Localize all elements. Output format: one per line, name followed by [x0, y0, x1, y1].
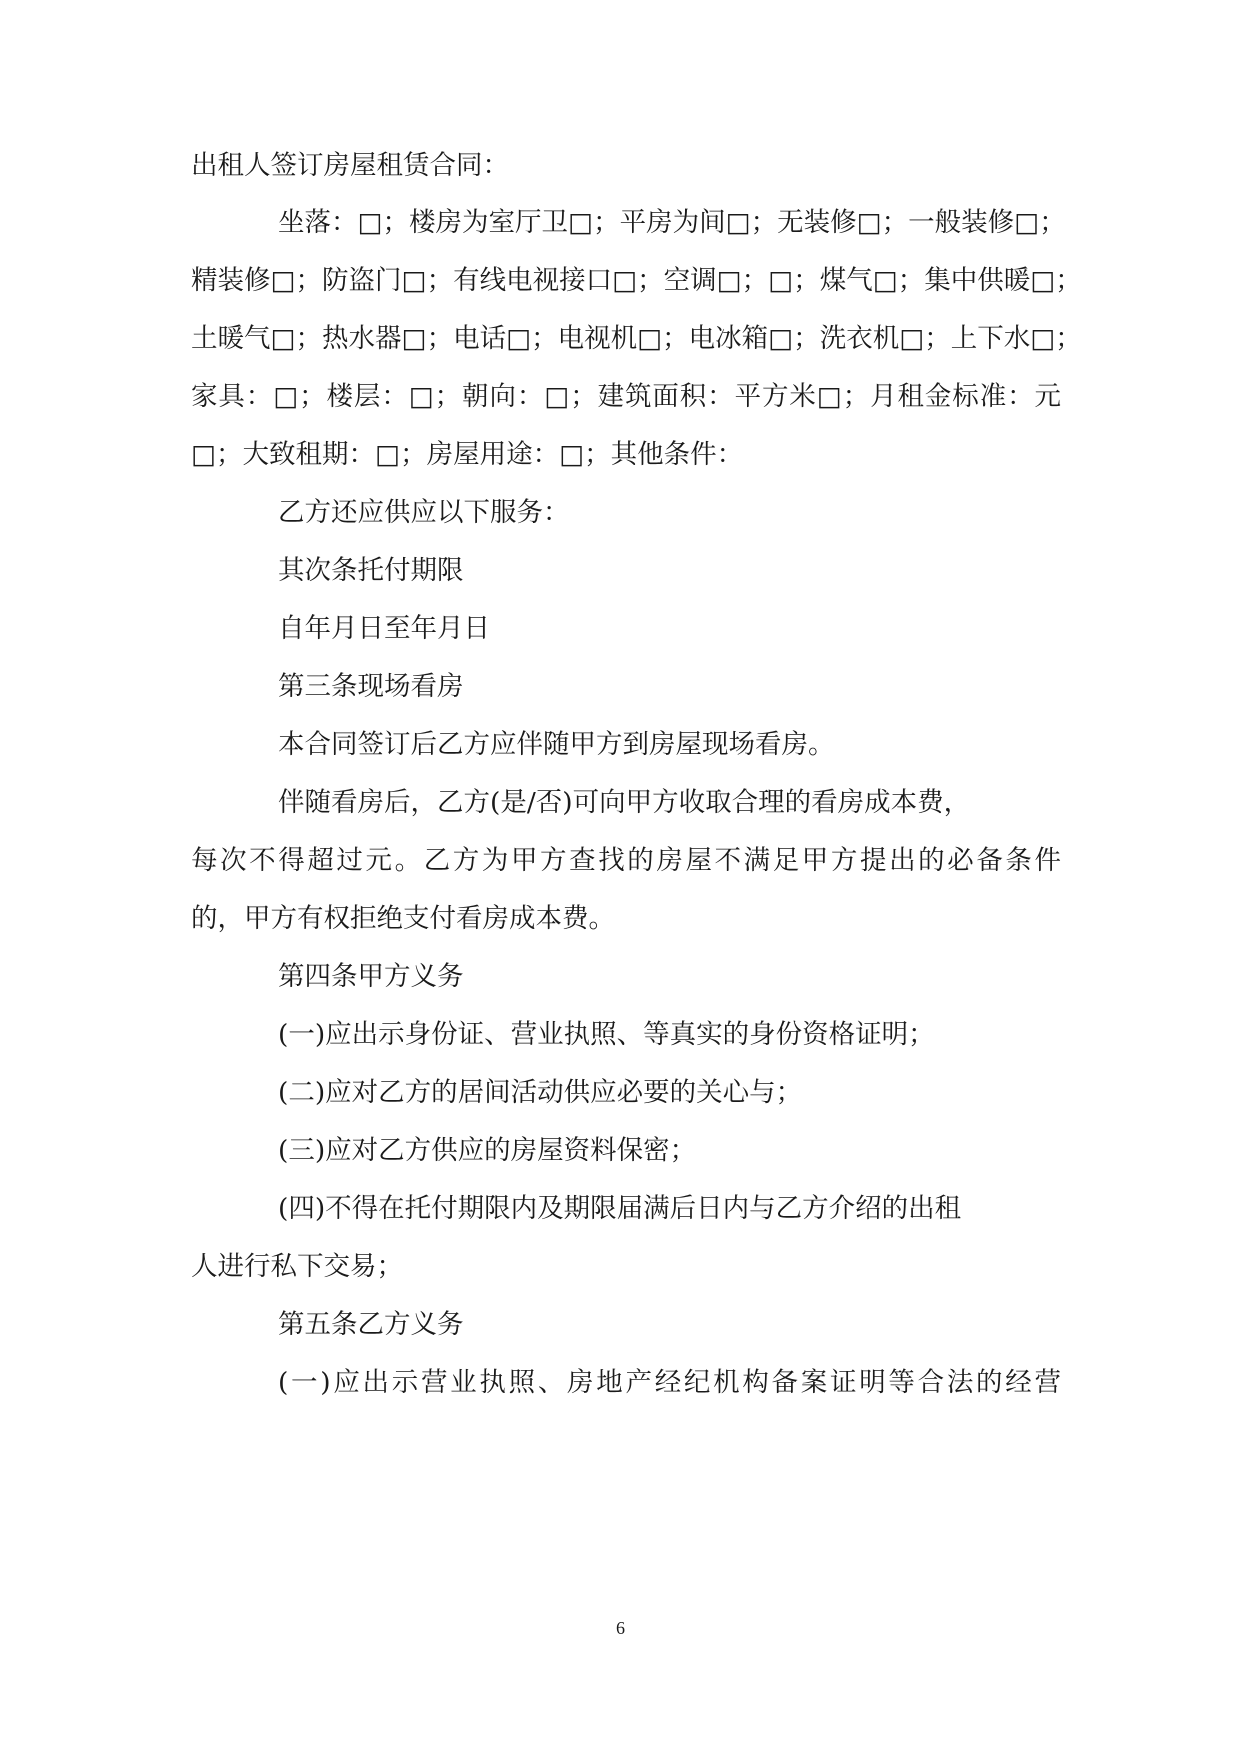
section-heading: 第五条乙方义务	[278, 1309, 464, 1340]
text-line: 本合同签订后乙方应伴随甲方到房屋现场看房。	[278, 729, 835, 760]
text-line: 的，甲方有权拒绝支付看房成本费。	[191, 903, 615, 934]
text-line: 坐落：□；楼房为室厅卫□；平房为间□；无装修□；一般装修□；	[278, 207, 1066, 238]
text-line: 精装修□；防盗门□；有线电视接口□；空调□；□；煤气□；集中供暖□；	[191, 265, 1082, 296]
text-line: □；大致租期：□；房屋用途：□；其他条件：	[191, 439, 744, 470]
text-line: (一)应出示身份证、营业执照、等真实的身份资格证明；	[278, 1019, 935, 1050]
text-line: (一)应出示营业执照、房地产经纪机构备案证明等合法的经营	[278, 1367, 1061, 1398]
text-line: 自年月日至年月日	[278, 613, 490, 644]
text-line: 每次不得超过元。乙方为甲方查找的房屋不满足甲方提出的必备条件	[191, 845, 1061, 876]
text-line: 乙方还应供应以下服务：	[278, 497, 570, 528]
text-line: 出租人签订房屋租赁合同：	[191, 150, 509, 181]
text-line: 土暖气□；热水器□；电话□；电视机□；电冰箱□；洗衣机□；上下水□；	[191, 323, 1082, 354]
text-line: (四)不得在托付期限内及期限届满后日内与乙方介绍的出租	[278, 1193, 962, 1224]
text-line: 伴随看房后，乙方(是/否)可向甲方收取合理的看房成本费，	[278, 787, 971, 818]
text-line: (二)应对乙方的居间活动供应必要的关心与；	[278, 1077, 803, 1108]
section-heading: 其次条托付期限	[278, 555, 464, 586]
text-line: 人进行私下交易；	[191, 1251, 403, 1282]
page-number: 6	[616, 1618, 625, 1638]
text-line: (三)应对乙方供应的房屋资料保密；	[278, 1135, 697, 1166]
section-heading: 第三条现场看房	[278, 671, 464, 702]
section-heading: 第四条甲方义务	[278, 961, 464, 992]
text-line: 家具：□；楼层：□；朝向：□；建筑面积：平方米□；月租金标准：元	[191, 381, 1061, 412]
